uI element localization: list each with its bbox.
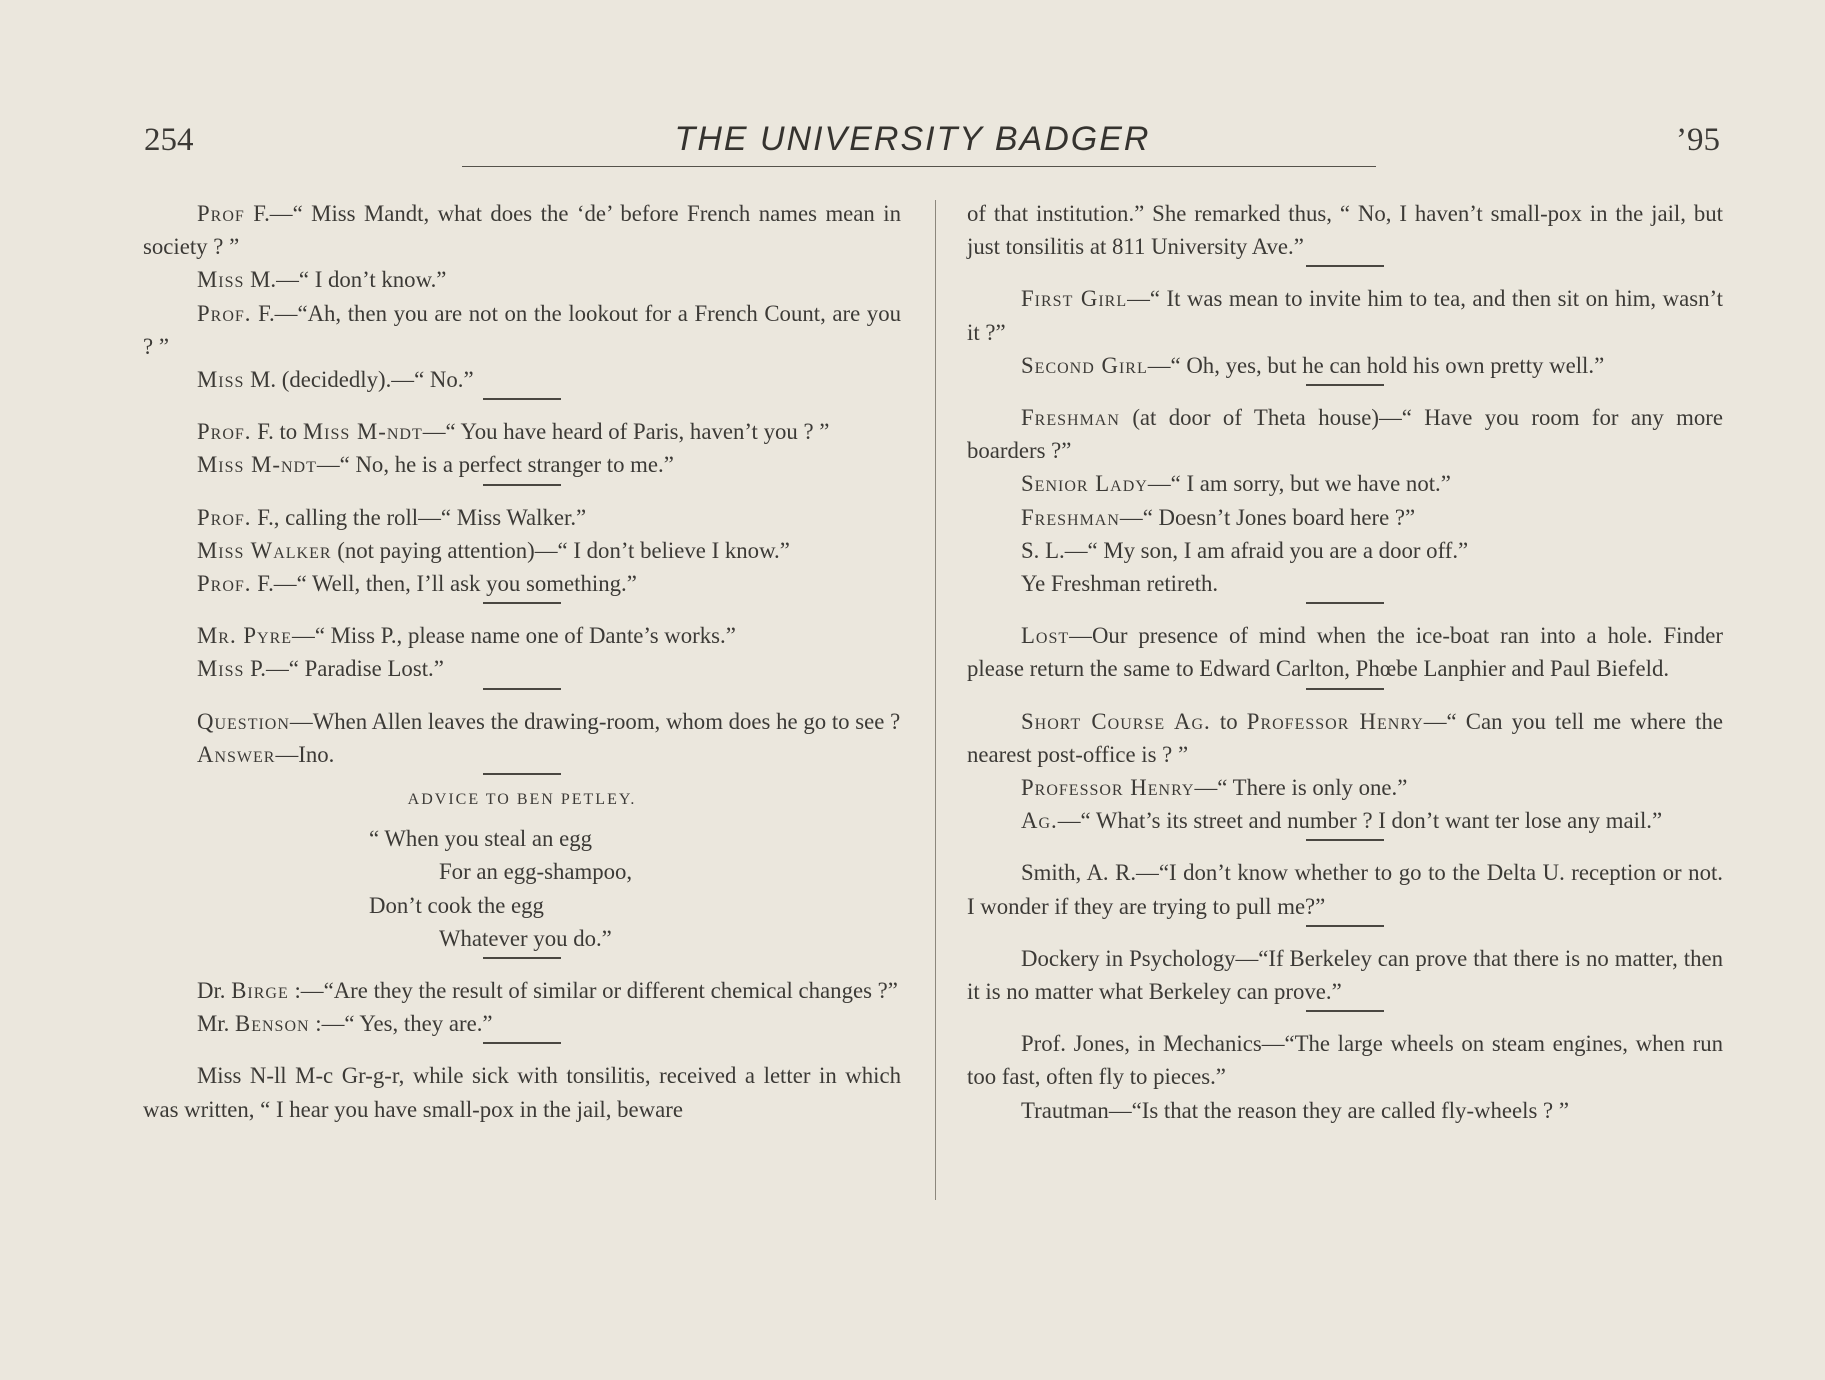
left-column bbox=[143, 197, 901, 1126]
poem-line: Whatever you do.” bbox=[439, 925, 612, 951]
paragraph: Miss M-ndt—“ No, he is a perfect stranger to me.” bbox=[197, 452, 674, 478]
paragraph: Dr. Birge :—“Are they the result of similar or different chemical changes ?” bbox=[197, 978, 898, 1004]
paragraph: Prof. F., calling the roll—“ Miss Walker.” bbox=[197, 504, 587, 530]
paragraph: Freshman—“ Doesn’t Jones board here ?” bbox=[1021, 504, 1416, 530]
paragraph: S. L.—“ My son, I am afraid you are a door off.” bbox=[1021, 537, 1469, 563]
paragraph: Dockery in Psychology—“If Berkeley can prove that there is no matter, then it is no matter what Berkeley can prove.” bbox=[967, 945, 1723, 1005]
paragraph: Question—When Allen leaves the drawing-room, whom does he go to see ? bbox=[197, 708, 901, 734]
paragraph: Prof. Jones, in Mechanics—“The large wheels on steam engines, when run too fast, often fly to pieces.” bbox=[967, 1031, 1723, 1090]
paragraph: Short Course Ag. to Professor Henry—“ Can you tell me where the nearest post-office is ? ” bbox=[967, 708, 1723, 767]
paragraph: Miss P.—“ Paradise Lost.” bbox=[197, 656, 444, 682]
paragraph: Ag.—“ What’s its street and number ? I don’t want ter lose any mail.” bbox=[1021, 808, 1663, 834]
class-year: ’95 bbox=[1676, 122, 1720, 158]
paragraph: Prof. F. to Miss M-ndt—“ You have heard of Paris, haven’t you ? ” bbox=[197, 419, 830, 445]
separator-rule bbox=[483, 773, 561, 775]
paragraph: Prof F.—“ Miss Mandt, what does the ‘de’ before French names mean in society ? ” bbox=[143, 201, 901, 260]
paragraph: Senior Lady—“ I am sorry, but we have not.” bbox=[1021, 471, 1451, 497]
paragraph: Professor Henry—“ There is only one.” bbox=[1021, 775, 1408, 801]
paragraph: Freshman (at door of Theta house)—“ Have you room for any more boarders ?” bbox=[967, 405, 1723, 464]
section-heading: ADVICE TO BEN PETLEY. bbox=[407, 791, 637, 809]
paragraph: Smith, A. R.—“I don’t know whether to go to the Delta U. reception or not. I wonder if they are trying to pull me?” bbox=[967, 860, 1723, 919]
poem-line: Don’t cook the egg bbox=[369, 892, 544, 918]
paragraph: Miss N-ll M-c Gr-g-r, while sick with tonsilitis, received a letter in which was written, “ I hear you have small-pox in the jail, beware bbox=[143, 1063, 901, 1122]
poem-line: For an egg-shampoo, bbox=[439, 859, 633, 885]
paragraph: Mr. Benson :—“ Yes, they are.” bbox=[197, 1011, 493, 1037]
right-column bbox=[967, 197, 1723, 1127]
paragraph: First Girl—“ It was mean to invite him to tea, and then sit on him, wasn’t it ?” bbox=[967, 286, 1723, 345]
paragraph: Prof. F.—“ Well, then, I’ll ask you something.” bbox=[197, 571, 637, 597]
paragraph: of that institution.” She remarked thus, “ No, I haven’t small-pox in the jail, but just tonsilitis at 811 University Ave.” bbox=[967, 201, 1723, 260]
poem bbox=[369, 822, 901, 955]
paragraph: Prof. F.—“Ah, then you are not on the lookout for a French Count, are you ? ” bbox=[143, 300, 901, 359]
paragraph: Miss M. (decidedly).—“ No.” bbox=[197, 367, 474, 393]
page-number: 254 bbox=[144, 122, 194, 158]
running-title: THE UNIVERSITY BADGER bbox=[674, 120, 1151, 158]
page-header bbox=[0, 122, 1825, 166]
paragraph: Ye Freshman retireth. bbox=[1021, 571, 1219, 597]
paragraph: Miss M.—“ I don’t know.” bbox=[197, 267, 447, 293]
column-divider bbox=[935, 200, 936, 1200]
paragraph: Lost—Our presence of mind when the ice-boat ran into a hole. Finder please return the same to Edward Carlton, Phœbe Lanphier and Paul Biefeld. bbox=[967, 623, 1723, 682]
paragraph: Miss Walker (not paying attention)—“ I don’t believe I know.” bbox=[197, 537, 790, 563]
poem-line: “ When you steal an egg bbox=[369, 826, 593, 852]
paragraph: Second Girl—“ Oh, yes, but he can hold his own pretty well.” bbox=[1021, 352, 1605, 378]
paragraph: Answer—Ino. bbox=[197, 741, 335, 767]
paragraph: Trautman—“Is that the reason they are called fly-wheels ? ” bbox=[1021, 1097, 1569, 1123]
paragraph: Mr. Pyre—“ Miss P., please name one of Dante’s works.” bbox=[197, 623, 736, 649]
header-rule bbox=[462, 166, 1376, 167]
